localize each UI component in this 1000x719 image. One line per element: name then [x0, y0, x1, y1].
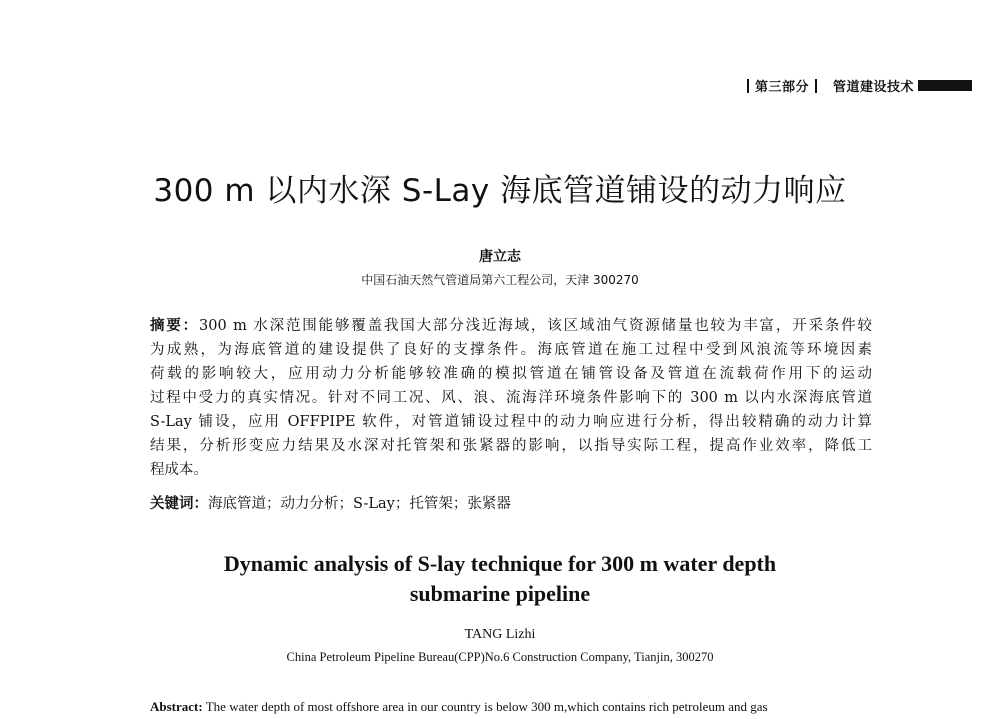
keywords-cn-label: 关键词：: [150, 496, 208, 512]
abstract-cn-line: 程成本。: [150, 462, 208, 478]
abstract-cn-line: 荷载的影响较大，应用动力分析能够较准确的模拟管道在铺管设备及管道在流载荷作用下的运动: [150, 366, 872, 382]
abstract-cn-label: 摘要：: [150, 318, 199, 334]
abstract-cn-line: S-Lay 铺设，应用 OFFPIPE 软件，对管道铺设过程中的动力响应进行分析，得出较精确的动力计算: [150, 414, 872, 430]
abstract-en-text: The water depth of most offshore area in our country is below 300 m,which contains rich petroleum and gas: [205, 699, 768, 714]
affiliation-en: China Petroleum Pipeline Bureau(CPP)No.6 Construction Company, Tianjin, 300270: [286, 650, 714, 664]
running-header: [741, 76, 972, 95]
header-section: 第三部分: [754, 80, 809, 95]
header-block-mark: [918, 80, 972, 91]
abstract-en-label: Abstract:: [150, 699, 203, 714]
abstract-cn-line: 过程中受力的真实情况。针对不同工况、风、浪、流海洋环境条件影响下的 300 m 以内水深海底管道: [150, 390, 872, 406]
paper-title-cn: 300 m 以内水深 S-Lay 海底管道铺设的动力响应: [153, 173, 847, 209]
paper-title-en-line: submarine pipeline: [409, 581, 591, 606]
author-cn: 唐立志: [479, 249, 521, 265]
abstract-cn: [150, 314, 872, 482]
paper-title-en-line: Dynamic analysis of S-lay technique for 300 m water depth: [223, 551, 777, 576]
abstract-cn-line: 结果，分析形变应力结果及水深对托管架和张紧器的影响，以指导实际工程，提高作业效率，降低工: [150, 438, 872, 454]
abstract-cn-line: [150, 314, 872, 338]
keywords-cn-text: 海底管道；动力分析；S-Lay；托管架；张紧器: [208, 496, 511, 512]
keywords-cn: [150, 492, 511, 513]
author-en: TANG Lizhi: [464, 627, 536, 642]
abstract-en: [150, 699, 872, 715]
header-divider-bar: [815, 79, 817, 93]
paper-title-en: [0, 549, 1000, 609]
header-topic: 管道建设技术: [832, 80, 914, 95]
abstract-cn-line: 为成熟，为海底管道的建设提供了良好的支撑条件。海底管道在施工过程中受到风浪流等环境因素: [150, 342, 872, 358]
header-divider-bar: [747, 79, 749, 93]
affiliation-cn: 中国石油天然气管道局第六工程公司，天津 300270: [361, 273, 639, 287]
abstract-cn-line-text: 300 m 水深范围能够覆盖我国大部分浅近海域，该区域油气资源储量也较为丰富，开采条件较: [199, 318, 872, 334]
